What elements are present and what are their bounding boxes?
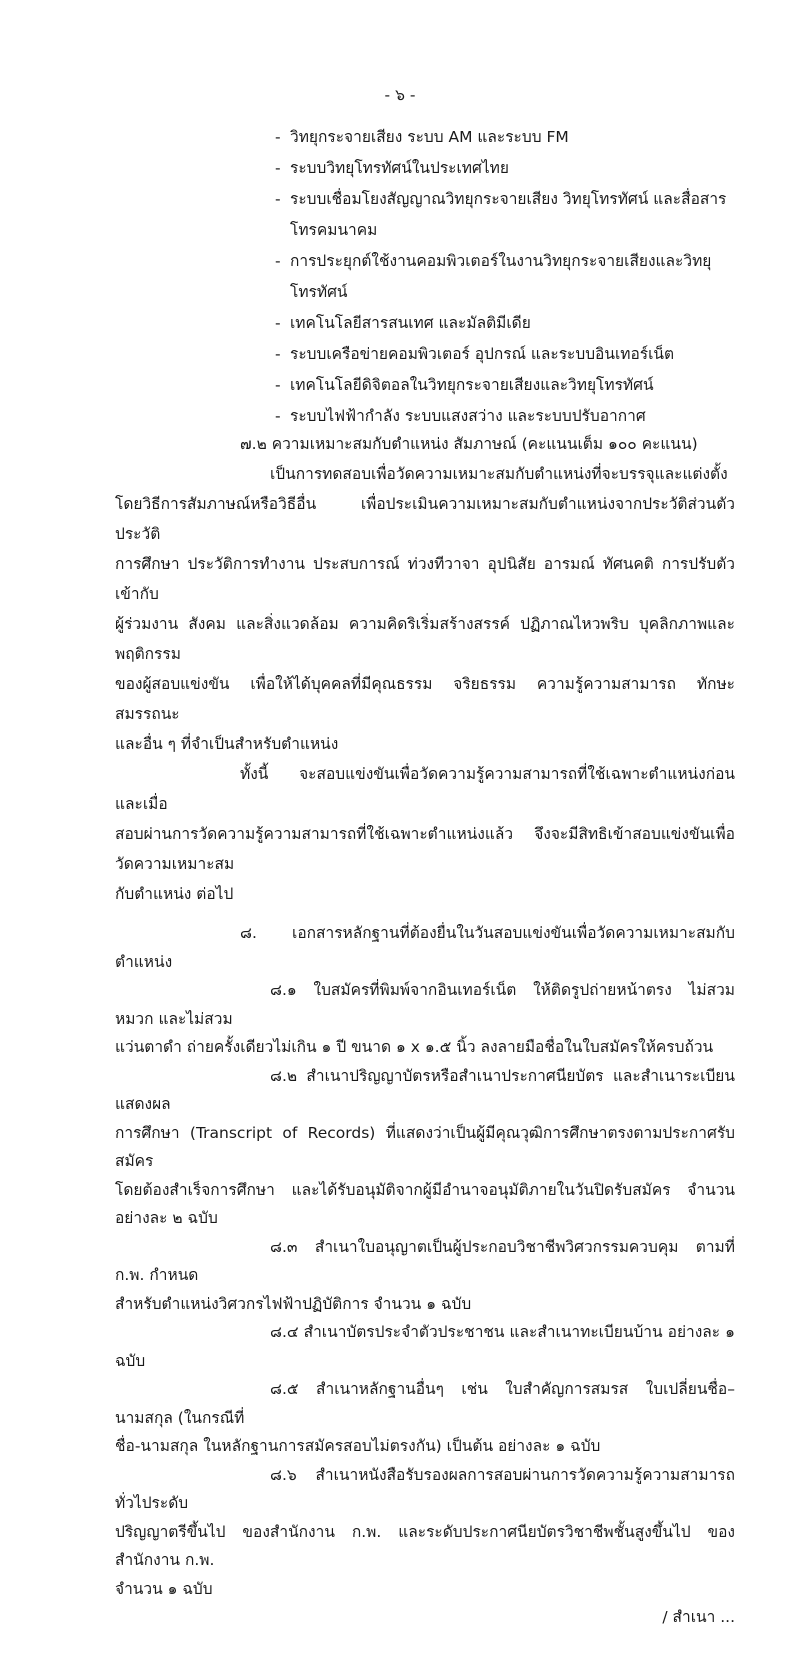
bullet-text: เทคโนโลยีสารสนเทศ และมัลติมีเดีย (290, 314, 531, 332)
bullet-text: ระบบเครือข่ายคอมพิวเตอร์ อุปกรณ์ และระบบอินเทอร์เน็ต (290, 345, 675, 363)
continuation-marker: / สำเนา ... (662, 1608, 735, 1626)
paragraph-line: ของผู้สอบแข่งขัน เพื่อให้ได้บุคคลที่มีคุณธรรม จริยธรรม ความรู้ความสามารถ ทักษะ สมรรถนะ (115, 675, 735, 723)
item-8-3: ๘.๓ สำเนาใบอนุญาตเป็นผู้ประกอบวิชาชีพวิศวกรรมควบคุม ตามที่ ก.พ. กำหนด (115, 1237, 735, 1284)
list-item (115, 370, 735, 401)
paragraph-line: ปริญญาตรีขึ้นไป ของสำนักงาน ก.พ. และระดับประกาศนียบัตรวิชาชีพชั้นสูงขึ้นไป ของสำนักงาน ก.พ. (115, 1522, 735, 1569)
page-number: - ๖ - (384, 86, 416, 104)
section-7-2 (115, 429, 735, 909)
bullet-dash: - (275, 345, 281, 363)
bullet-dash: - (275, 314, 281, 332)
paragraph-line: ทั้งนี้ จะสอบแข่งขันเพื่อวัดความรู้ความสามารถที่ใช้เฉพาะตำแหน่งก่อน และเมื่อ (115, 765, 735, 813)
paragraph-line: สอบผ่านการวัดความรู้ความสามารถที่ใช้เฉพาะตำแหน่งแล้ว จึงจะมีสิทธิเข้าสอบแข่งขันเพื่อวัดความเหมาะสม (115, 825, 735, 873)
paragraph-line: ชื่อ-นามสกุล ในหลักฐานการสมัครสอบไม่ตรงกัน) เป็นต้น อย่างละ ๑ ฉบับ (115, 1437, 601, 1455)
paragraph-line: โดยต้องสำเร็จการศึกษา และได้รับอนุมัติจากผู้มีอำนาจอนุมัติภายในวันปิดรับสมัคร จำนวนอย่างละ ๒ ฉบับ (115, 1180, 735, 1227)
section-heading: ๘. เอกสารหลักฐานที่ต้องยื่นในวันสอบแข่งขันเพื่อวัดความเหมาะสมกับตำแหน่ง (115, 924, 735, 971)
list-item (115, 308, 735, 339)
list-item (115, 401, 735, 432)
bullet-text: ระบบเชื่อมโยงสัญญาณวิทยุกระจายเสียง วิทยุโทรทัศน์ และสื่อสารโทรคมนาคม (290, 190, 727, 239)
bullet-dash: - (275, 376, 281, 394)
paragraph-line: สำหรับตำแหน่งวิศวกรไฟฟ้าปฏิบัติการ จำนวน ๑ ฉบับ (115, 1294, 472, 1313)
item-8-6: ๘.๖ สำเนาหนังสือรับรองผลการสอบผ่านการวัดความรู้ความสามารถทั่วไประดับ (115, 1465, 735, 1512)
section-8 (115, 919, 735, 1603)
bullet-dash: - (275, 159, 281, 177)
bullet-text: การประยุกต์ใช้งานคอมพิวเตอร์ในงานวิทยุกระจายเสียงและวิทยุโทรทัศน์ (290, 252, 712, 301)
paragraph-line: โดยวิธีการสัมภาษณ์หรือวิธีอื่น เพื่อประเมินความเหมาะสมกับตำแหน่งจากประวัติส่วนตัว ประวัติ (115, 495, 735, 543)
item-8-2: ๘.๒ สำเนาปริญญาบัตรหรือสำเนาประกาศนียบัตร และสำเนาระเบียนแสดงผล (115, 1066, 735, 1113)
paragraph-line: เป็นการทดสอบเพื่อวัดความเหมาะสมกับตำแหน่งที่จะบรรจุและแต่งตั้ง (270, 465, 728, 483)
item-8-1: ๘.๑ ใบสมัครที่พิมพ์จากอินเทอร์เน็ต ให้ติดรูปถ่ายหน้าตรง ไม่สวมหมวก และไม่สวม (115, 981, 735, 1028)
list-item (115, 184, 735, 246)
item-8-5: ๘.๕ สำเนาหลักฐานอื่นๆ เช่น ใบสำคัญการสมรส ใบเปลี่ยนชื่อ–นามสกุล (ในกรณีที่ (115, 1380, 735, 1427)
section-heading: ๗.๒ ความเหมาะสมกับตำแหน่ง สัมภาษณ์ (คะแนนเต็ม ๑๐๐ คะแนน) (240, 435, 698, 453)
bullet-list (115, 122, 735, 432)
bullet-text: ระบบวิทยุโทรทัศน์ในประเทศไทย (290, 159, 509, 177)
bullet-dash: - (275, 252, 281, 270)
bullet-dash: - (275, 407, 281, 425)
bullet-dash: - (275, 190, 281, 208)
bullet-text: วิทยุกระจายเสียง ระบบ AM และระบบ FM (290, 128, 569, 146)
list-item (115, 122, 735, 153)
paragraph-line: ผู้ร่วมงาน สังคม และสิ่งแวดล้อม ความคิดริเริ่มสร้างสรรค์ ปฏิภาณไหวพริบ บุคลิกภาพและพฤติกรรม (115, 615, 735, 663)
list-item (115, 339, 735, 370)
paragraph-line: และอื่น ๆ ที่จำเป็นสำหรับตำแหน่ง (115, 735, 339, 753)
bullet-text: เทคโนโลยีดิจิตอลในวิทยุกระจายเสียงและวิทยุโทรทัศน์ (290, 376, 654, 394)
paragraph-line: กับตำแหน่ง ต่อไป (115, 885, 234, 903)
bullet-text: ระบบไฟฟ้ากำลัง ระบบแสงสว่าง และระบบปรับอากาศ (290, 407, 646, 425)
item-8-4: ๘.๔ สำเนาบัตรประจำตัวประชาชน และสำเนาทะเบียนบ้าน อย่างละ ๑ ฉบับ (115, 1323, 735, 1370)
list-item (115, 246, 735, 308)
list-item (115, 153, 735, 184)
bullet-dash: - (275, 128, 281, 146)
paragraph-line: การศึกษา (Transcript of Records) ที่แสดงว่าเป็นผู้มีคุณวุฒิการศึกษาตรงตามประกาศรับสมัคร (115, 1123, 735, 1170)
paragraph-line: การศึกษา ประวัติการทำงาน ประสบการณ์ ท่วงทีวาจา อุปนิสัย อารมณ์ ทัศนคติ การปรับตัวเข้ากับ (115, 555, 735, 603)
paragraph-line: จำนวน ๑ ฉบับ (115, 1579, 213, 1598)
paragraph-line: แว่นตาดำ ถ่ายครั้งเดียวไม่เกิน ๑ ปี ขนาด ๑ x ๑.๕ นิ้ว ลงลายมือชื่อในใบสมัครให้ครบถ้วน (115, 1038, 714, 1056)
